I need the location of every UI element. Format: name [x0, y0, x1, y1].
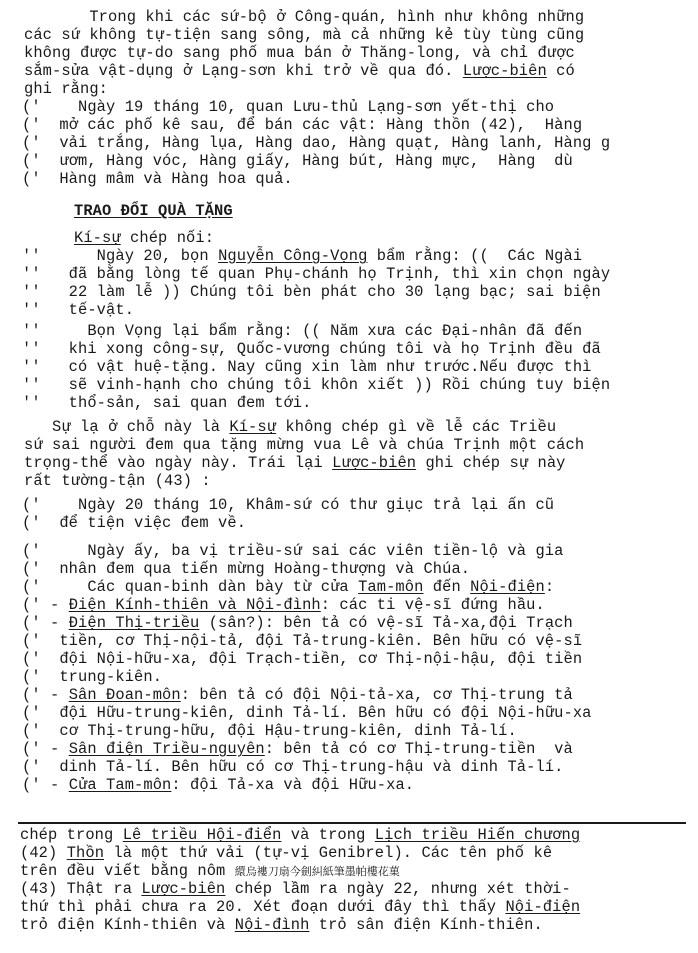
- footnote-line: [20, 880, 571, 898]
- text-line: [22, 776, 414, 794]
- text-line: [22, 340, 601, 358]
- underlined-term: Kí-sự: [74, 229, 121, 247]
- text-run: (' -: [22, 596, 69, 614]
- text-line: [22, 98, 554, 116]
- text-run: bẩm rằng: (( Các Ngài: [367, 247, 583, 265]
- text-run: (' tiền, cơ Thị-nội-tả, đội Tả-trung-kiên. Bên hữu có vệ-sĩ: [22, 632, 583, 650]
- text-run: trỏ sân điện Kính-thiên.: [309, 916, 543, 934]
- text-run: chép nối:: [120, 229, 215, 247]
- text-run: : đội Tả-xa và đội Hữu-xa.: [171, 776, 415, 794]
- text-line: [22, 116, 582, 134]
- text-run: trên đều viết bằng nôm: [20, 862, 235, 880]
- text-run: (' mở các phố kê sau, để bán các vật: Hàng thồn (42), Hàng: [22, 116, 583, 134]
- text-line: [22, 358, 592, 376]
- text-run: sứ sai người đem qua tặng mừng vua Lê và chúa Trịnh một cách: [24, 436, 585, 454]
- text-run: (' -: [22, 686, 69, 704]
- text-run: (' để tiện việc đem về.: [22, 514, 247, 532]
- text-run: '' Bọn Vọng lại bẩm rằng: (( Năm xưa các Đại-nhân đã đến: [22, 322, 583, 340]
- text-line: [24, 436, 584, 454]
- underlined-term: Lược-biên: [462, 62, 547, 80]
- footnote-separator: [18, 822, 686, 824]
- text-line: [24, 80, 108, 98]
- text-run: (' đội Nội-hữu-xa, đội Trạch-tiền, cơ Thị-nội-hậu, đội tiền: [22, 650, 583, 668]
- underlined-term: Nội-điện: [505, 898, 581, 916]
- text-line: [22, 247, 582, 265]
- text-line: [24, 8, 584, 26]
- underlined-term: Điện Kính-thiên và Nội-đình: [68, 596, 321, 614]
- underlined-term: Nội-đình: [234, 916, 310, 934]
- text-line: [22, 376, 610, 394]
- text-line: [74, 202, 233, 220]
- text-run: (sân?): bên tả có vệ-sĩ Tả-xa,đội Trạch: [199, 614, 573, 632]
- text-line: [24, 454, 566, 472]
- text-line: [74, 229, 214, 247]
- text-run: không được tự-do sang phố mua bán ở Thăng-long, và chỉ được: [24, 44, 575, 62]
- text-run: ghi rằng:: [24, 80, 109, 98]
- underlined-term: TRAO ĐỔI QUÀ TẶNG: [74, 202, 233, 220]
- text-line: [22, 134, 610, 152]
- text-line: [24, 44, 575, 62]
- footnote-line: [20, 826, 580, 844]
- text-line: [24, 26, 584, 44]
- text-run: '' 22 làm lễ )) Chúng tôi bèn phát cho 30 lạng bạc; sai biện: [22, 283, 601, 301]
- text-line: [22, 632, 582, 650]
- text-line: [22, 322, 582, 340]
- text-run: (' trung-kiên.: [22, 668, 163, 686]
- text-line: [22, 668, 162, 686]
- text-line: [22, 394, 311, 412]
- underlined-term: Sân Đoan-môn: [68, 686, 181, 704]
- nom-characters: 繯烏褸刀扇今劍糾紙筆墨帕樓花菓: [234, 865, 400, 878]
- text-run: ghi chép sự này: [416, 454, 566, 472]
- underlined-term: Thồn: [66, 844, 105, 862]
- underlined-term: Lược-biên: [332, 454, 417, 472]
- text-run: (' vải trắng, Hàng lụa, Hàng dao, Hàng quạt, Hàng lanh, Hàng g: [22, 134, 611, 152]
- text-line: [22, 614, 573, 632]
- text-run: và trong: [281, 826, 375, 844]
- text-run: :: [544, 578, 555, 596]
- text-run: '' đã bằng lòng tế quan Phụ-chánh họ Trịnh, thì xin chọn ngày: [22, 265, 611, 283]
- text-line: [22, 496, 554, 514]
- text-run: '' sẽ vinh-hạnh cho chúng tôi khôn xiết )) Rồi chúng tuy biện: [22, 376, 611, 394]
- text-run: chép trong: [20, 826, 123, 844]
- text-line: [24, 62, 575, 80]
- text-run: là một thứ vải (tự-vị Genibrel). Các tên phố kê: [104, 844, 553, 862]
- footnote-line: [20, 862, 400, 881]
- text-run: các sứ không tự-tiện sang sông, mà cả những kẻ tùy tùng cũng: [24, 26, 585, 44]
- text-run: (' dinh Tả-lí. Bên hữu có cơ Thị-trung-hậu và dinh Tả-lí.: [22, 758, 564, 776]
- text-run: Sự lạ ở chỗ này là: [24, 418, 230, 436]
- footnote-line: [20, 898, 580, 916]
- text-run: (' ươm, Hàng vóc, Hàng giấy, Hàng bút, Hàng mực, Hàng dù: [22, 152, 573, 170]
- text-run: (' Ngày 20 tháng 10, Khâm-sứ có thư giục trả lại ấn cũ: [22, 496, 555, 514]
- underlined-term: Lê triều Hội-điển: [122, 826, 282, 844]
- text-line: [22, 283, 601, 301]
- text-run: : các ti vệ-sĩ đứng hầu.: [320, 596, 545, 614]
- text-line: [22, 740, 573, 758]
- text-line: [22, 686, 573, 704]
- text-run: đến: [423, 578, 471, 596]
- underlined-term: Điện Thị-triều: [68, 614, 200, 632]
- text-run: (' -: [22, 740, 69, 758]
- text-run: '' Ngày 20, bọn: [22, 247, 219, 265]
- underlined-term: Cửa Tam-môn: [68, 776, 172, 794]
- text-run: sắm-sửa vật-dụng ở Lạng-sơn khi trở về qua đó.: [24, 62, 463, 80]
- text-line: [22, 170, 293, 188]
- text-line: [22, 758, 563, 776]
- text-line: [22, 560, 470, 578]
- text-run: '' tế-vật.: [22, 301, 135, 319]
- text-run: (' Các quan-binh dàn bày từ cửa: [22, 578, 359, 596]
- text-run: (' cơ Thị-trung-hữu, đội Hậu-trung-kiên, dinh Tả-lí.: [22, 722, 517, 740]
- text-run: Trong khi các sứ-bộ ở Công-quán, hình như không những: [24, 8, 585, 26]
- text-line: [22, 596, 545, 614]
- text-run: có: [546, 62, 575, 80]
- text-line: [22, 152, 573, 170]
- text-run: '' khi xong công-sự, Quốc-vương chúng tôi và họ Trịnh đều đã: [22, 340, 601, 358]
- text-run: thứ thì phải chưa ra 20. Xét đoạn dưới đây thì thấy: [20, 898, 506, 916]
- text-run: rất tường-tận (43) :: [24, 472, 211, 490]
- text-run: (' Hàng mâm và Hàng hoa quả.: [22, 170, 293, 188]
- text-run: : bên tả có đội Nội-tả-xa, cơ Thị-trung tả: [180, 686, 573, 704]
- text-run: (' -: [22, 776, 69, 794]
- text-run: (' Ngày ấy, ba vị triều-sứ sai các viên tiền-lộ và gia: [22, 542, 564, 560]
- text-run: (' đội Hữu-trung-kiên, dinh Tả-lí. Bên hữu có đội Nội-hữu-xa: [22, 704, 592, 722]
- text-run: (' nhân đem qua tiến mừng Hoàng-thượng và Chúa.: [22, 560, 471, 578]
- text-run: (42): [20, 844, 67, 862]
- text-run: không chép gì về lễ các Triều: [276, 418, 557, 436]
- text-line: [22, 704, 592, 722]
- text-run: (' -: [22, 614, 69, 632]
- text-run: trọng-thể vào ngày này. Trái lại: [24, 454, 333, 472]
- text-run: '' thổ-sản, sai quan đem tới.: [22, 394, 312, 412]
- footnote-line: [20, 844, 552, 862]
- text-run: (' Ngày 19 tháng 10, quan Lưu-thủ Lạng-sơn yết-thị cho: [22, 98, 555, 116]
- text-line: [22, 514, 246, 532]
- text-run: : bên tả có cơ Thị-trung-tiền và: [264, 740, 573, 758]
- underlined-term: Kí-sự: [229, 418, 277, 436]
- text-line: [22, 301, 134, 319]
- underlined-term: Sân điện Triều-nguyên: [68, 740, 265, 758]
- underlined-term: Nguyễn Công-Vọng: [218, 247, 368, 265]
- underlined-term: Lịch triều Hiến chương: [374, 826, 581, 844]
- underlined-term: Nội-điện: [470, 578, 545, 596]
- text-line: [22, 265, 610, 283]
- underlined-term: Lược-biên: [141, 880, 226, 898]
- underlined-term: Tam-môn: [358, 578, 424, 596]
- text-line: [22, 542, 563, 560]
- text-run: '' có vật huệ-tặng. Nay cũng xin làm như trước.Nếu được thì: [22, 358, 592, 376]
- text-line: [22, 722, 517, 740]
- text-run: (43) Thật ra: [20, 880, 142, 898]
- text-line: [24, 472, 211, 490]
- text-run: trỏ điện Kính-thiên và: [20, 916, 235, 934]
- text-line: [22, 578, 554, 596]
- footnote-line: [20, 916, 543, 934]
- text-line: [22, 650, 582, 668]
- text-line: [24, 418, 556, 436]
- text-run: chép lầm ra ngày 22, nhưng xét thời-: [225, 880, 571, 898]
